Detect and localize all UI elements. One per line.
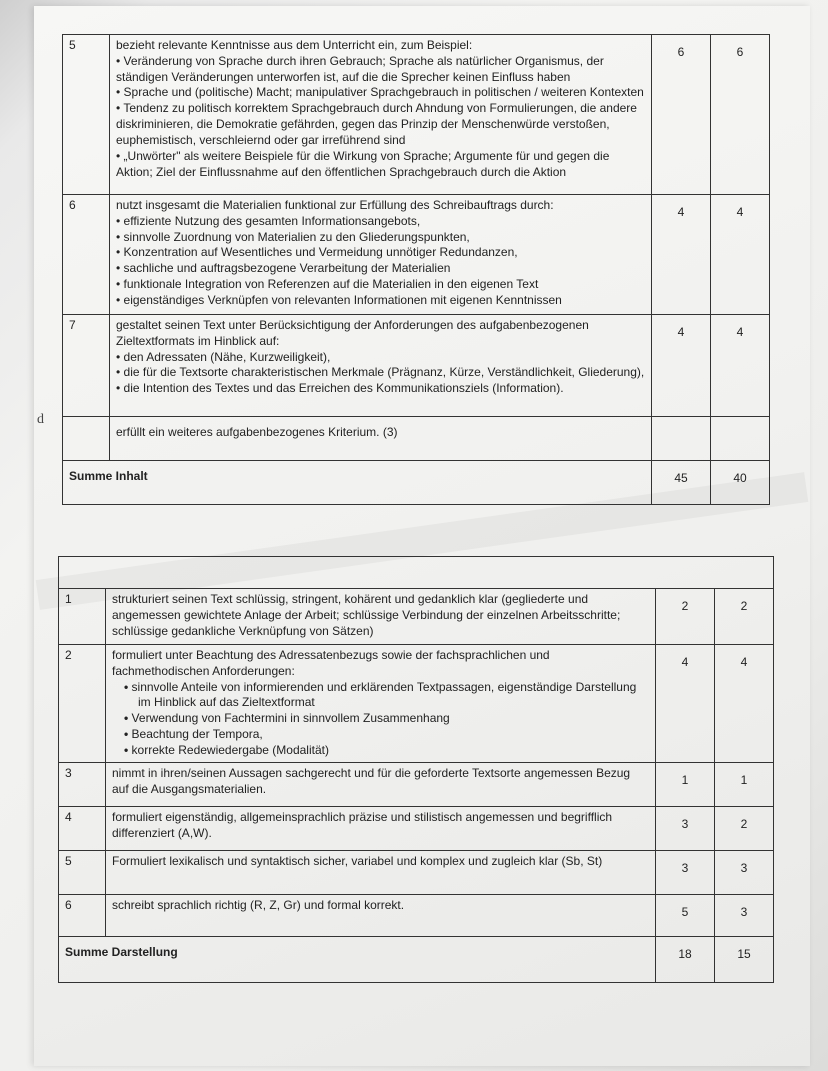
criterion-list [116,214,645,309]
table-row [63,195,770,315]
max-points: 3 [656,807,715,851]
max-points: 4 [652,315,711,417]
criterion-list [112,680,649,759]
criterion-lead: formuliert unter Beachtung des Adressatenbezugs sowie der fachsprachlichen und fachmethodischen Anforderungen: [112,648,550,678]
table-row [63,315,770,417]
achieved-points: 3 [715,895,774,937]
margin-mark: d [37,412,44,427]
list-item: • die für die Textsorte charakteristischen Merkmale (Prägnanz, Kürze, Verständlichkeit, Gliederung), [116,365,645,381]
max-points: 3 [656,851,715,895]
max-points: 2 [656,589,715,645]
row-number [63,417,110,461]
list-item: • korrekte Redewiedergabe (Modalität) [138,743,649,759]
criterion-cell [110,195,652,315]
row-number: 6 [59,895,106,937]
table-row [59,895,774,937]
max-points: 4 [652,195,711,315]
list-item: • eigenständiges Verknüpfen von relevanten Informationen mit eigenen Kenntnissen [116,293,645,309]
list-item: • sinnvolle Anteile von informierenden und erklärenden Textpassagen, eigenständige Darstellung im Hinblick auf das Zieltextformat [138,680,649,712]
max-points: 6 [652,35,711,195]
table-row [59,763,774,807]
max-points: 5 [656,895,715,937]
criterion-cell [106,645,656,763]
criterion-list [116,350,645,397]
sum-achieved: 40 [711,461,770,505]
list-item: • Konzentration auf Wesentliches und Vermeidung unnötiger Redundanzen, [116,245,645,261]
row-number: 5 [59,851,106,895]
achieved-points: 3 [715,851,774,895]
sum-max: 18 [656,937,715,983]
list-item: • Veränderung von Sprache durch ihren Gebrauch; Sprache als natürlicher Organismus, der ständigen Veränderungen unterworfen ist, auf die die Sprecher keinen Einfluss haben [116,54,645,86]
list-item: • die Intention des Textes und das Erreichen des Kommunikationsziels (Information). [116,381,645,397]
row-number: 4 [59,807,106,851]
content-table [62,34,770,505]
criterion-cell: schreibt sprachlich richtig (R, Z, Gr) und formal korrekt. [106,895,656,937]
list-item: • sachliche und auftragsbezogene Verarbeitung der Materialien [116,261,645,277]
empty-header-cell [59,557,774,589]
criterion-cell [110,35,652,195]
max-points: 1 [656,763,715,807]
table-row [63,417,770,461]
criterion-cell: Formuliert lexikalisch und syntaktisch sicher, variabel und komplex und zugleich klar (Sb, St) [106,851,656,895]
list-item: • „Unwörter" als weitere Beispiele für die Wirkung von Sprache; Argumente für und gegen die Aktion; Ziel der Einflussnahme auf den öffentlichen Sprachgebrauch durch die Aktion [116,149,645,181]
sum-max: 45 [652,461,711,505]
list-item: • sinnvolle Zuordnung von Materialien zu den Gliederungspunkten, [116,230,645,246]
achieved-points: 2 [715,589,774,645]
row-number: 2 [59,645,106,763]
table-row [59,589,774,645]
sum-label: Summe Darstellung [59,937,656,983]
achieved-points: 4 [711,315,770,417]
row-number: 5 [63,35,110,195]
row-number: 7 [63,315,110,417]
sum-achieved: 15 [715,937,774,983]
criterion-cell: erfüllt ein weiteres aufgabenbezogenes Kriterium. (3) [110,417,652,461]
criterion-lead: nutzt insgesamt die Materialien funktional zur Erfüllung des Schreibauftrags durch: [116,198,554,212]
achieved-points: 4 [711,195,770,315]
achieved-points: 1 [715,763,774,807]
sum-row [59,937,774,983]
list-item: • Sprache und (politische) Macht; manipulativer Sprachgebrauch in politischen / weiteren Kontexten [116,85,645,101]
achieved-points: 2 [715,807,774,851]
row-number: 6 [63,195,110,315]
list-item: • Beachtung der Tempora, [138,727,649,743]
row-number: 1 [59,589,106,645]
list-item: • Verwendung von Fachtermini in sinnvollem Zusammenhang [138,711,649,727]
table-row [59,807,774,851]
presentation-table [58,556,774,983]
header-row [59,557,774,589]
table-row [59,645,774,763]
sum-label: Summe Inhalt [63,461,652,505]
max-points [652,417,711,461]
list-item: • effiziente Nutzung des gesamten Informationsangebots, [116,214,645,230]
criterion-lead: gestaltet seinen Text unter Berücksichtigung der Anforderungen des aufgabenbezogenen Zieltextformats im Hinblick auf: [116,318,589,348]
criterion-cell: strukturiert seinen Text schlüssig, stringent, kohärent und gedanklich klar (gegliederte und angemessen gewichtete Anlage der Arbeit; schlüssige Verbindung der einzelnen Arbeitsschritte; schlüssige gedankliche Verknüpfung von Sätzen) [106,589,656,645]
sum-row [63,461,770,505]
row-number: 3 [59,763,106,807]
list-item: • funktionale Integration von Referenzen auf die Materialien in den eigenen Text [116,277,645,293]
table-row [63,35,770,195]
max-points: 4 [656,645,715,763]
table-row [59,851,774,895]
achieved-points: 6 [711,35,770,195]
list-item: • den Adressaten (Nähe, Kurzweiligkeit), [116,350,645,366]
achieved-points: 4 [715,645,774,763]
list-item: • Tendenz zu politisch korrektem Sprachgebrauch durch Ahndung von Formulierungen, die andere diskriminieren, die Demokratie gefährden, gegen das Prinzip der Menschenwürde verstoßen, euphemistisch, verschleiernd oder gar irreführend sind [116,101,645,148]
criterion-cell: nimmt in ihren/seinen Aussagen sachgerecht und für die geforderte Textsorte angemessen Bezug auf die Ausgangsmaterialien. [106,763,656,807]
criterion-cell: formuliert eigenständig, allgemeinsprachlich präzise und stilistisch angemessen und begrifflich differenziert (A,W). [106,807,656,851]
achieved-points [711,417,770,461]
criterion-lead: bezieht relevante Kenntnisse aus dem Unterricht ein, zum Beispiel: [116,38,473,52]
criterion-cell [110,315,652,417]
criterion-list [116,54,645,181]
